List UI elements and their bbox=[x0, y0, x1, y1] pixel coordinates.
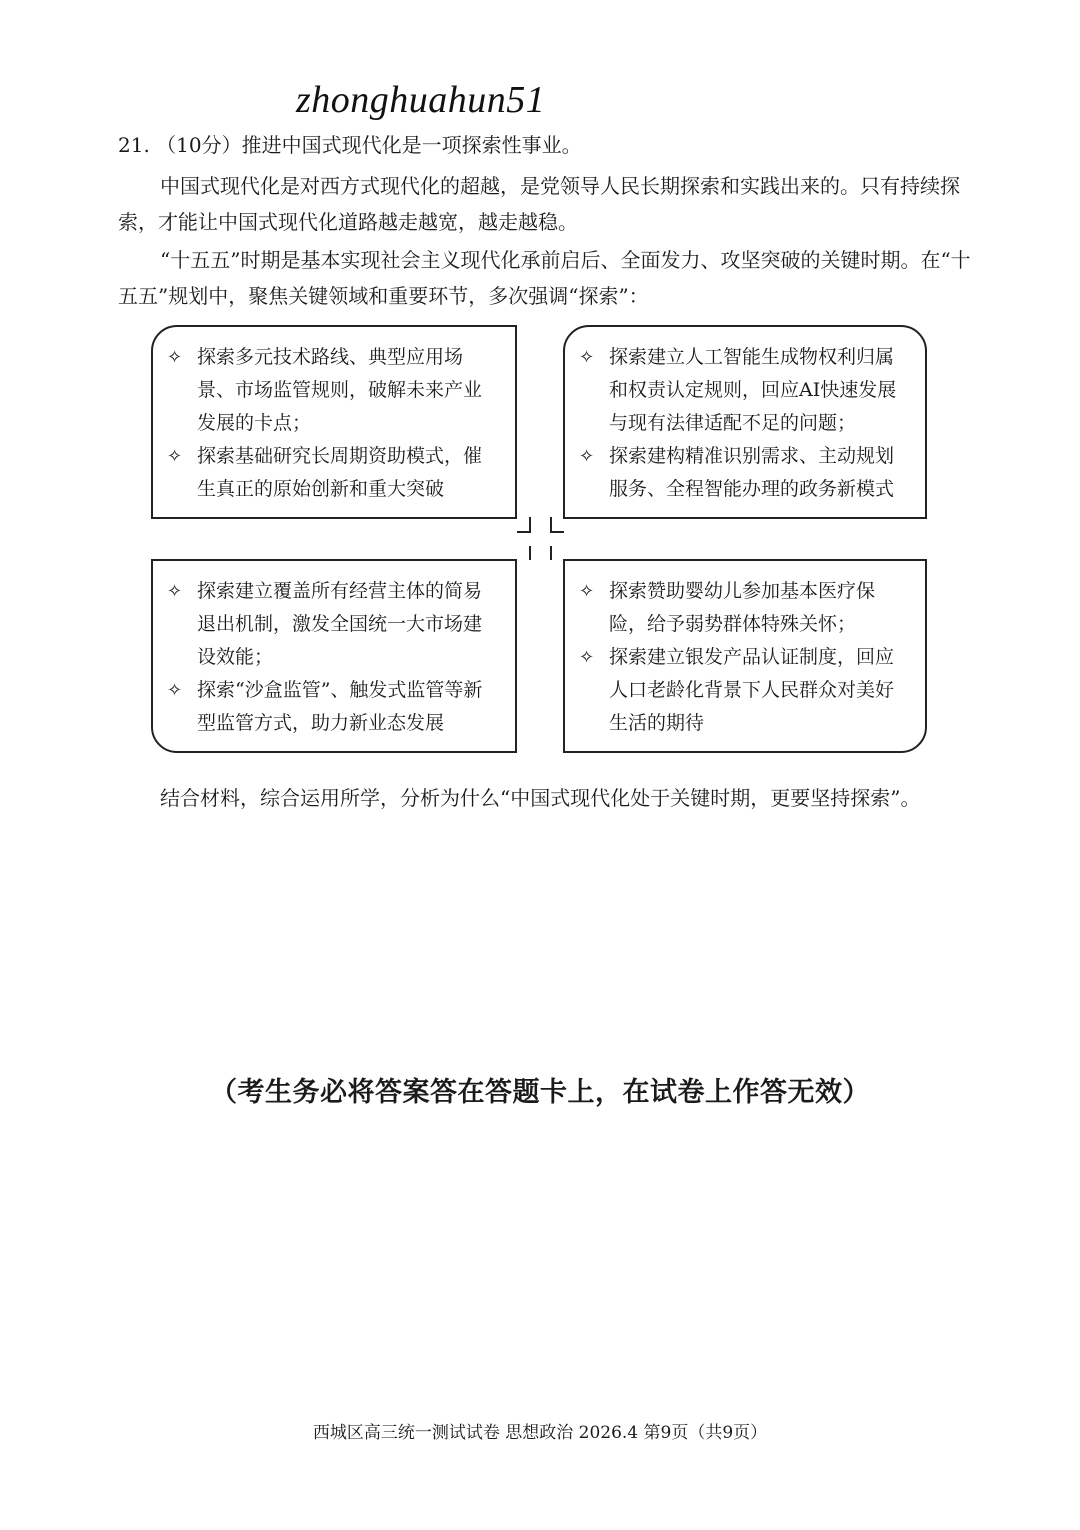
box-item bbox=[579, 341, 907, 440]
diamond-bullet-icon: ✧ bbox=[579, 647, 595, 668]
center-bracket-mark bbox=[550, 517, 564, 533]
box-item bbox=[579, 575, 907, 641]
material-box-top-left bbox=[151, 325, 517, 519]
material-box-bottom-left bbox=[151, 559, 517, 753]
page-footer: 西城区高三统一测试试卷 思想政治 2026.4 第9页（共9页） bbox=[312, 1423, 768, 1443]
material-paragraph-1: 中国式现代化是对西方式现代化的超越，是党领导人民长期探索和实践出来的。只有持续探索，才能让中国式现代化道路越走越宽，越走越稳。 bbox=[118, 174, 960, 234]
center-bracket-mark bbox=[517, 517, 531, 533]
box-item bbox=[167, 341, 497, 440]
box-item-text: 探索建立覆盖所有经营主体的简易退出机制，激发全国统一大市场建设效能； bbox=[197, 580, 483, 668]
box-item bbox=[167, 575, 497, 674]
box-item-text: 探索建立人工智能生成物权利归属和权责认定规则，回应AI快速发展与现有法律适配不足的问题； bbox=[609, 346, 897, 434]
diamond-bullet-icon: ✧ bbox=[167, 581, 183, 602]
diamond-bullet-icon: ✧ bbox=[579, 347, 595, 368]
box-item-text: 探索多元技术路线、典型应用场景、市场监管规则，破解未来产业发展的卡点； bbox=[197, 346, 483, 434]
box-item-text: 探索建立银发产品认证制度，回应人口老龄化背景下人民群众对美好生活的期待 bbox=[609, 646, 895, 734]
diamond-bullet-icon: ✧ bbox=[167, 680, 183, 701]
box-item bbox=[579, 440, 907, 506]
watermark-text: zhonghuahun51 bbox=[296, 79, 546, 121]
box-item bbox=[167, 674, 497, 740]
diamond-bullet-icon: ✧ bbox=[167, 347, 183, 368]
box-item-text: 探索建构精准识别需求、主动规划服务、全程智能办理的政务新模式 bbox=[609, 445, 895, 500]
diamond-bullet-icon: ✧ bbox=[579, 446, 595, 467]
material-paragraph-2: “十五五”时期是基本实现社会主义现代化承前启后、全面发力、攻坚突破的关键时期。在“十五五”规划中，聚焦关键领域和重要环节，多次强调“探索”： bbox=[118, 248, 971, 308]
question-header: 21. （10分）推进中国式现代化是一项探索性事业。 bbox=[118, 133, 582, 157]
question-instruction: 结合材料，综合运用所学，分析为什么“中国式现代化处于关键时期，更要坚持探索”。 bbox=[160, 786, 921, 810]
box-item-text: 探索赞助婴幼儿参加基本医疗保险，给予弱势群体特殊关怀； bbox=[609, 580, 876, 635]
material-box-bottom-right bbox=[563, 559, 927, 753]
diamond-bullet-icon: ✧ bbox=[579, 581, 595, 602]
box-item-text: 探索“沙盒监管”、触发式监管等新型监管方式，助力新业态发展 bbox=[197, 679, 483, 734]
material-box-top-right bbox=[563, 325, 927, 519]
box-item bbox=[579, 641, 907, 740]
center-bracket-mark bbox=[517, 546, 531, 560]
diamond-bullet-icon: ✧ bbox=[167, 446, 183, 467]
answer-notice: （考生务必将答案答在答题卡上，在试卷上作答无效） bbox=[210, 1077, 870, 1108]
box-item-text: 探索基础研究长周期资助模式，催生真正的原始创新和重大突破 bbox=[197, 445, 483, 500]
box-item bbox=[167, 440, 497, 506]
center-bracket-mark bbox=[550, 546, 564, 560]
